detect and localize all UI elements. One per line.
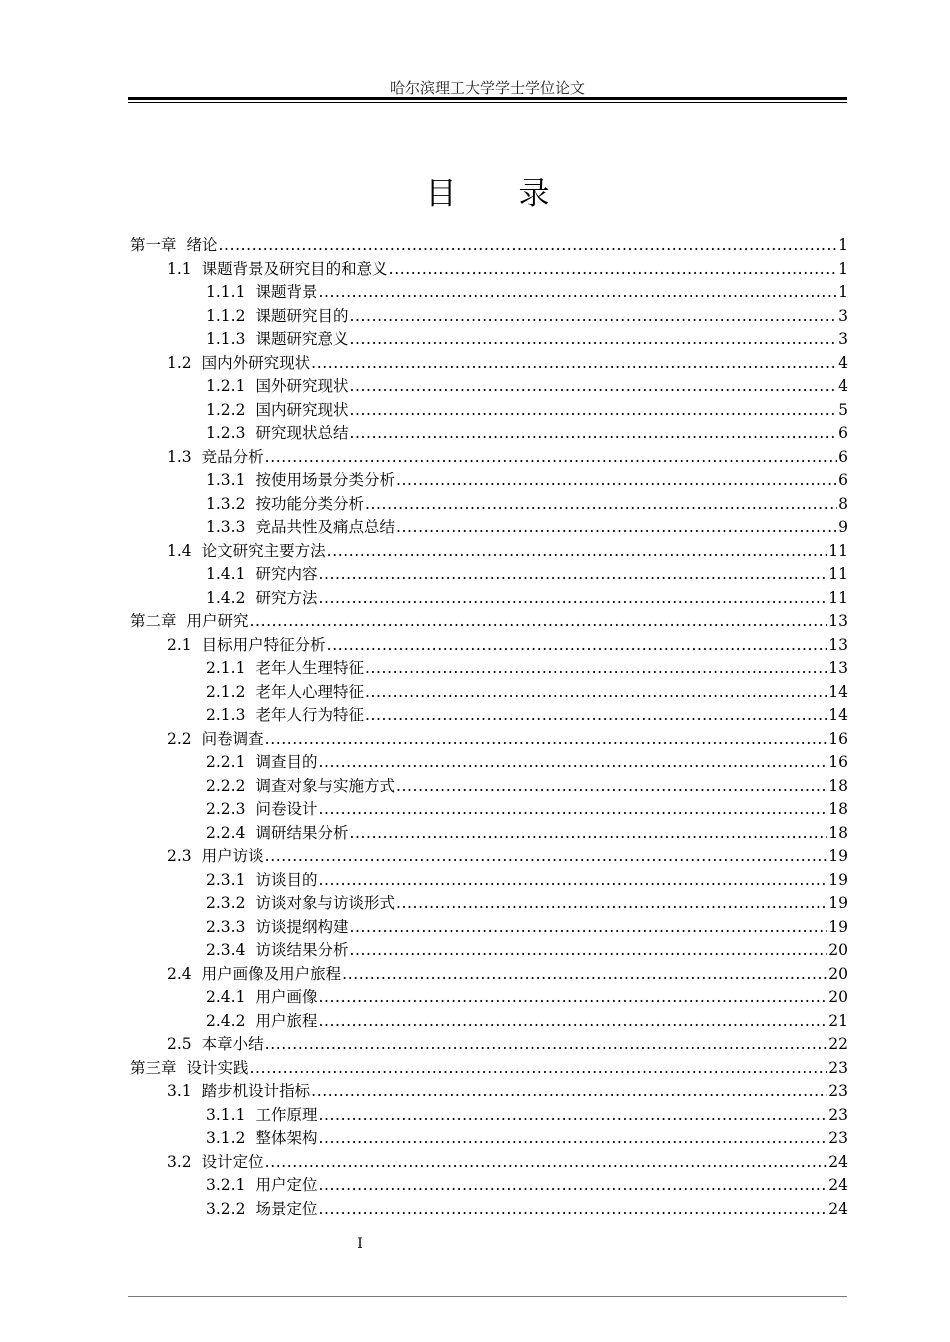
toc-entry[interactable] [130, 281, 848, 305]
toc-entry[interactable] [130, 916, 848, 940]
toc-entry-number: 1.1.2 [206, 306, 246, 325]
toc-entry-page: 14 [828, 682, 848, 701]
toc-dot-leader [265, 728, 828, 752]
toc-entry[interactable] [130, 1033, 848, 1057]
toc-entry-number: 3.1.2 [206, 1129, 246, 1147]
toc-dot-leader [342, 963, 827, 987]
toc-entry-page: 13 [828, 612, 848, 630]
toc-entry[interactable] [130, 892, 848, 916]
toc-dot-leader [396, 892, 827, 916]
toc-entry-number: 3.2.2 [206, 1199, 246, 1218]
toc-entry-number: 2.3.3 [206, 917, 246, 936]
toc-entry-title: 踏步机设计指标 [201, 1082, 311, 1100]
toc-entry-title: 设计定位 [201, 1152, 264, 1171]
toc-entry-title: 老年人生理特征 [255, 659, 364, 677]
toc-entry-page: 16 [828, 753, 848, 771]
toc-entry-title: 访谈对象与访谈形式 [255, 894, 395, 912]
toc-entry-number: 2.3 [167, 847, 192, 865]
toc-entry[interactable] [130, 1104, 848, 1128]
toc-entry-title: 课题研究意义 [255, 330, 349, 348]
toc-entry-number: 2.1.2 [206, 682, 246, 701]
toc-entry[interactable] [130, 469, 848, 493]
toc-entry-title: 用户定位 [255, 1176, 318, 1194]
toc-entry-page: 11 [828, 541, 848, 560]
toc-entry-title: 调研结果分析 [255, 823, 349, 842]
toc-dot-leader [365, 657, 827, 681]
toc-entry-title: 用户研究 [186, 612, 249, 630]
toc-entry-title: 目标用户特征分析 [201, 635, 326, 654]
toc-entry-number: 1.4.1 [206, 565, 246, 583]
running-header: 哈尔滨理工大学学士学位论文 [389, 79, 585, 97]
toc-entry-page: 16 [828, 729, 848, 748]
toc-entry-title: 按使用场景分类分析 [255, 471, 395, 489]
toc-entry[interactable] [130, 305, 848, 329]
toc-entry-number: 1.1.3 [206, 330, 246, 348]
toc-entry-title: 课题研究目的 [255, 306, 349, 325]
toc-dot-leader [318, 563, 827, 587]
toc-dot-leader [327, 540, 828, 564]
toc-entry-page: 18 [828, 823, 848, 842]
header-rule-thick [128, 97, 847, 100]
toc-entry[interactable] [130, 493, 848, 517]
toc-entry-title: 访谈目的 [255, 870, 318, 889]
toc-entry-number: 2.3.4 [206, 941, 246, 959]
toc-entry-title: 国内外研究现状 [201, 353, 311, 372]
toc-dot-leader [265, 446, 837, 470]
toc-entry-title: 国外研究现状 [255, 377, 349, 395]
toc-entry-page: 3 [838, 330, 848, 348]
toc-entry[interactable] [130, 1127, 848, 1151]
toc-entry-page: 4 [838, 353, 848, 372]
toc-entry[interactable] [130, 845, 848, 869]
toc-dot-leader [318, 798, 827, 822]
toc-entry-number: 1.4 [167, 541, 192, 560]
toc-dot-leader [265, 1033, 828, 1057]
toc-entry-number: 1.1 [167, 259, 192, 278]
toc-entry-page: 23 [828, 1082, 848, 1100]
toc-dot-leader [318, 986, 827, 1010]
toc-dot-leader [349, 399, 837, 423]
toc-dot-leader [250, 610, 828, 634]
toc-dot-leader [318, 751, 827, 775]
toc-dot-leader [219, 234, 838, 258]
toc-entry-number: 2.4.2 [206, 1011, 246, 1030]
toc-entry-title: 场景定位 [255, 1199, 318, 1218]
page-number: I [357, 1236, 363, 1252]
toc-entry[interactable] [130, 869, 848, 893]
toc-entry[interactable] [130, 963, 848, 987]
toc-entry[interactable] [130, 751, 848, 775]
toc-dot-leader [265, 845, 828, 869]
toc-dot-leader [327, 634, 828, 658]
toc-entry-title: 竞品共性及痛点总结 [255, 518, 395, 536]
toc-entry[interactable] [130, 328, 848, 352]
toc-dot-leader [365, 493, 837, 517]
toc-entry-page: 18 [828, 800, 848, 818]
toc-entry-number: 2.2 [167, 729, 192, 748]
toc-entry-number: 2.2.4 [206, 823, 246, 842]
toc-entry-number: 第三章 [130, 1058, 177, 1077]
toc-entry-page: 1 [838, 283, 848, 301]
toc-entry[interactable] [130, 610, 848, 634]
toc-entry-title: 研究现状总结 [255, 424, 349, 442]
toc-entry-page: 14 [828, 706, 848, 724]
toc-entry[interactable] [130, 234, 848, 258]
toc-entry-number: 1.3.1 [206, 471, 246, 489]
toc-entry-number: 1.2.2 [206, 400, 246, 419]
toc-entry-page: 11 [828, 588, 848, 607]
toc-entry-page: 21 [828, 1011, 848, 1030]
toc-entry-page: 19 [828, 847, 848, 865]
toc-entry-title: 用户旅程 [255, 1011, 318, 1030]
toc-entry-number: 1.3 [167, 447, 192, 466]
toc-entry[interactable] [130, 516, 848, 540]
toc-entry[interactable] [130, 657, 848, 681]
toc-entry-title: 老年人心理特征 [255, 682, 364, 701]
toc-entry-number: 2.5 [167, 1035, 192, 1053]
toc-entry[interactable] [130, 1057, 848, 1081]
toc-dot-leader [396, 775, 827, 799]
toc-entry-title: 竞品分析 [201, 447, 264, 466]
toc-entry-page: 23 [828, 1129, 848, 1147]
toc-entry-page: 6 [838, 447, 848, 466]
toc-entry-title: 本章小结 [201, 1035, 264, 1053]
toc-entry-page: 18 [828, 776, 848, 795]
toc-entry-page: 20 [828, 964, 848, 983]
toc-entry-page: 19 [828, 894, 848, 912]
toc-entry[interactable] [130, 540, 848, 564]
toc-dot-leader [349, 822, 827, 846]
toc-entry-page: 23 [828, 1105, 848, 1124]
toc-entry-title: 课题背景 [255, 283, 318, 301]
toc-entry-page: 1 [838, 236, 848, 254]
toc-entry-number: 1.2 [167, 353, 192, 372]
toc-entry-title: 研究方法 [255, 588, 318, 607]
toc-entry[interactable] [130, 375, 848, 399]
toc-entry-title: 按功能分类分析 [255, 494, 364, 513]
toc-entry-number: 2.1.3 [206, 706, 246, 724]
toc-dot-leader [396, 469, 837, 493]
toc-entry-number: 2.3.2 [206, 894, 246, 912]
toc-entry-page: 13 [828, 635, 848, 654]
toc-dot-leader [349, 916, 827, 940]
toc-entry[interactable] [130, 1151, 848, 1175]
toc-title: 目录 [425, 176, 612, 212]
toc-dot-leader [318, 1127, 827, 1151]
toc-entry[interactable] [130, 1198, 848, 1222]
toc-dot-leader [311, 352, 837, 376]
toc-entry[interactable] [130, 704, 848, 728]
toc-entry-number: 3.2 [167, 1152, 192, 1171]
toc-entry-number: 3.1 [167, 1082, 192, 1100]
toc-entry-number: 1.2.1 [206, 377, 246, 395]
toc-entry-title: 国内研究现状 [255, 400, 349, 419]
header-rule-thin [128, 102, 847, 103]
toc-entry-page: 6 [838, 471, 848, 489]
toc-entry-number: 第二章 [130, 612, 177, 630]
toc-entry-number: 1.1.1 [206, 283, 246, 301]
toc-dot-leader [365, 704, 827, 728]
toc-entry-number: 2.2.2 [206, 776, 246, 795]
toc-entry-title: 访谈结果分析 [255, 941, 349, 959]
toc-entry-page: 13 [828, 659, 848, 677]
toc-entry-title: 研究内容 [255, 565, 318, 583]
toc-dot-leader [318, 1104, 827, 1128]
toc-dot-leader [318, 1174, 827, 1198]
toc-entry[interactable] [130, 563, 848, 587]
toc-entry[interactable] [130, 728, 848, 752]
toc-entry-page: 24 [828, 1199, 848, 1218]
toc-dot-leader [396, 516, 837, 540]
toc-dot-leader [349, 328, 837, 352]
toc-entry-title: 访谈提纲构建 [255, 917, 349, 936]
toc-entry[interactable] [130, 1010, 848, 1034]
toc-entry-page: 9 [838, 518, 848, 536]
toc-entry-number: 2.1.1 [206, 659, 246, 677]
toc-dot-leader [318, 869, 827, 893]
toc-entry[interactable] [130, 775, 848, 799]
toc-dot-leader [265, 1151, 828, 1175]
toc-entry-title: 工作原理 [255, 1105, 318, 1124]
toc-entry-page: 5 [838, 400, 848, 419]
toc-entry-title: 问卷调查 [201, 729, 264, 748]
toc-entry[interactable] [130, 1080, 848, 1104]
toc-entry[interactable] [130, 939, 848, 963]
toc-entry-page: 19 [828, 870, 848, 889]
toc-entry-page: 19 [828, 917, 848, 936]
toc-entry[interactable] [130, 422, 848, 446]
toc-entry-page: 6 [838, 424, 848, 442]
toc-entry-title: 绪论 [186, 236, 218, 254]
toc-entry[interactable] [130, 399, 848, 423]
toc-entry-number: 1.2.3 [206, 424, 246, 442]
toc-entry-page: 8 [838, 494, 848, 513]
toc-entry-page: 20 [828, 988, 848, 1006]
toc-entry[interactable] [130, 681, 848, 705]
toc-entry-title: 老年人行为特征 [255, 706, 364, 724]
toc-entry-number: 2.3.1 [206, 870, 246, 889]
toc-dot-leader [311, 1080, 827, 1104]
toc-entry-number: 1.3.2 [206, 494, 246, 513]
toc-entry-number: 2.2.3 [206, 800, 246, 818]
toc-entry-page: 24 [828, 1152, 848, 1171]
toc-dot-leader [318, 281, 837, 305]
toc-dot-leader [250, 1057, 828, 1081]
toc-dot-leader [318, 587, 827, 611]
toc-entry-number: 1.4.2 [206, 588, 246, 607]
toc-dot-leader [365, 681, 827, 705]
toc-entry-number: 1.3.3 [206, 518, 246, 536]
toc-entry[interactable] [130, 1174, 848, 1198]
toc-entry-number: 2.4 [167, 964, 192, 983]
toc-entry[interactable] [130, 822, 848, 846]
footer-rule [128, 1296, 847, 1297]
toc-entry-number: 2.2.1 [206, 753, 246, 771]
toc-entry-page: 20 [828, 941, 848, 959]
toc-entry-title: 整体架构 [255, 1129, 318, 1147]
toc-entry-page: 3 [838, 306, 848, 325]
toc-entry-page: 1 [838, 259, 848, 278]
toc-entry-page: 4 [838, 377, 848, 395]
toc-dot-leader [349, 305, 837, 329]
toc-entry-page: 24 [828, 1176, 848, 1194]
toc-dot-leader [349, 375, 837, 399]
toc-entry[interactable] [130, 634, 848, 658]
toc-entry-title: 问卷设计 [255, 800, 318, 818]
toc-dot-leader [349, 939, 827, 963]
toc-entry[interactable] [130, 258, 848, 282]
toc-entry-title: 设计实践 [186, 1058, 249, 1077]
toc-entry-title: 论文研究主要方法 [201, 541, 326, 560]
toc-dot-leader [318, 1198, 827, 1222]
toc-dot-leader [318, 1010, 827, 1034]
toc-entry-title: 调查对象与实施方式 [255, 776, 395, 795]
toc-dot-leader [349, 422, 837, 446]
toc-entry[interactable] [130, 986, 848, 1010]
toc-entry-page: 11 [828, 565, 848, 583]
toc-entry-title: 课题背景及研究目的和意义 [201, 259, 388, 278]
toc-entry[interactable] [130, 587, 848, 611]
toc-entry[interactable] [130, 352, 848, 376]
toc-entry-number: 2.4.1 [206, 988, 246, 1006]
toc-entry-title: 用户画像及用户旅程 [201, 964, 342, 983]
toc-entry-number: 2.1 [167, 635, 192, 654]
toc-entry-title: 调查目的 [255, 753, 318, 771]
toc-entry-number: 3.2.1 [206, 1176, 246, 1194]
toc-list [130, 234, 848, 1221]
toc-entry[interactable] [130, 798, 848, 822]
toc-entry-number: 3.1.1 [206, 1105, 246, 1124]
toc-entry-title: 用户画像 [255, 988, 318, 1006]
toc-dot-leader [389, 258, 837, 282]
toc-entry-page: 22 [828, 1035, 848, 1053]
toc-entry[interactable] [130, 446, 848, 470]
toc-entry-title: 用户访谈 [201, 847, 264, 865]
toc-entry-page: 23 [828, 1058, 848, 1077]
toc-entry-number: 第一章 [130, 236, 177, 254]
